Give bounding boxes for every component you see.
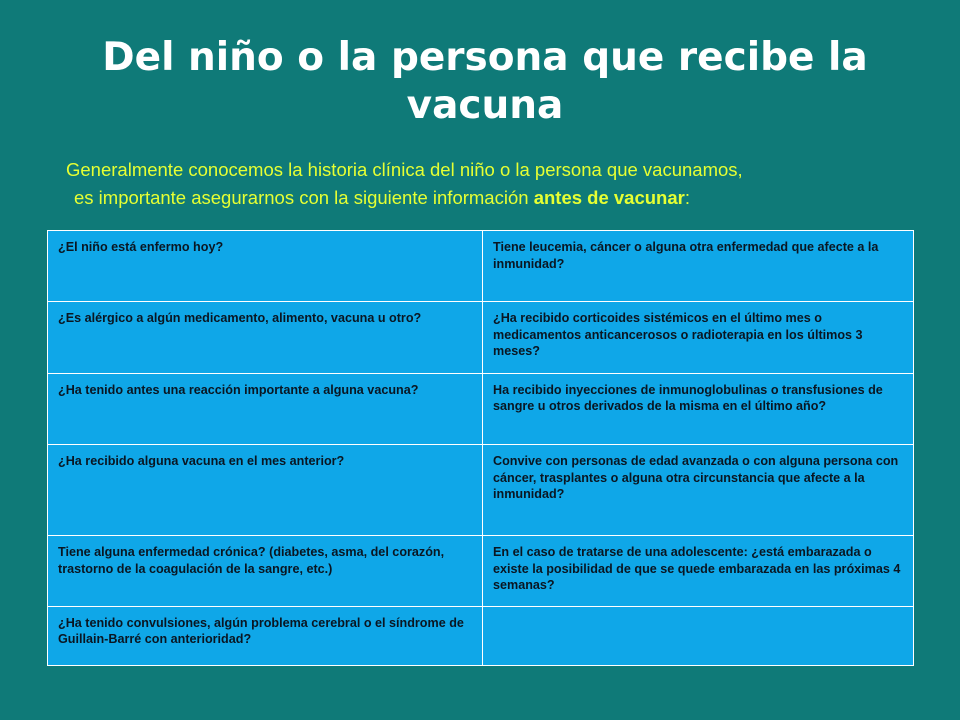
table-cell-empty [483, 606, 914, 665]
table-cell-question: Ha recibido inyecciones de inmunoglobulinas o transfusiones de sangre u otros derivados de la misma en el último año? [483, 373, 914, 444]
intro-line-2-suffix: : [684, 187, 690, 208]
table-cell-question: ¿Ha recibido alguna vacuna en el mes anterior? [48, 445, 483, 536]
intro-line-1: Generalmente conocemos la historia clínica del niño o la persona que vacunamos, [66, 159, 743, 180]
table-row [48, 302, 914, 373]
questions-table [47, 230, 914, 666]
table-cell-question: Tiene alguna enfermedad crónica? (diabetes, asma, del corazón, trastorno de la coagulación de la sangre, etc.) [48, 536, 483, 606]
table-cell-question: ¿Ha tenido antes una reacción importante a alguna vacuna? [48, 373, 483, 444]
intro-line-2-prefix: es importante asegurarnos con la siguiente información [74, 187, 534, 208]
table-cell-question: ¿Ha recibido corticoides sistémicos en el último mes o medicamentos anticancerosos o radioterapia en los últimos 3 meses? [483, 302, 914, 373]
intro-emphasis: antes de vacunar [533, 187, 685, 208]
table-row [48, 373, 914, 444]
table-cell-question: En el caso de tratarse de una adolescente: ¿está embarazada o existe la posibilidad de que se quede embarazada en las próximas 4 semanas? [483, 536, 914, 606]
table-row [48, 445, 914, 536]
table-cell-question: Convive con personas de edad avanzada o con alguna persona con cáncer, trasplantes o alguna otra circunstancia que afecte a la inmunidad? [483, 445, 914, 536]
table-row [48, 231, 914, 302]
table-row [48, 536, 914, 606]
table-row [48, 606, 914, 665]
table-cell-question: Tiene leucemia, cáncer o alguna otra enfermedad que afecte a la inmunidad? [483, 231, 914, 302]
intro-line-2 [66, 184, 946, 212]
intro-text [66, 156, 946, 212]
table-cell-question: ¿Es alérgico a algún medicamento, alimento, vacuna u otro? [48, 302, 483, 373]
slide-title: Del niño o la persona que recibe la vacuna [102, 35, 868, 128]
table-cell-question: ¿Ha tenido convulsiones, algún problema cerebral o el síndrome de Guillain-Barré con anterioridad? [48, 606, 483, 665]
table-cell-question: ¿El niño está enfermo hoy? [48, 231, 483, 302]
